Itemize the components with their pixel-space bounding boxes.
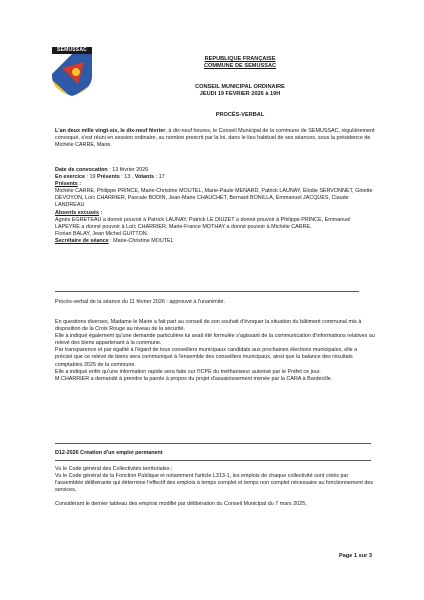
intro-text: , à dix-neuf heures, le Conseil Municipal de la commune de SEMUSSAC, régulièrement convoqué, s'est réuni en session ordinaire, au nombre prescrit par la loi, dans le lieu habituel de ses séances, sous la présidence de Michèle CARRE, Maire. — [55, 128, 375, 149]
divider — [55, 460, 371, 461]
intro-paragraph — [55, 128, 375, 149]
presents-count-value: : 13 , — [119, 174, 135, 181]
question-paragraph: En questions diverses, Madame le Maire a fait part au conseil de son souhait d'évoquer la situation du bâtiment communal mis à disposition de la Croix Rouge au niveau de la sécurité. — [55, 319, 362, 333]
convocation-value: : 13 février 2026 — [107, 167, 149, 173]
question-paragraph: Elle a indiqué également qu'une demande particulière lui avait été formulée s'agissant de la communication d'informations relatives au relevé des biens appartenant à la commune. — [55, 333, 375, 347]
header-conseil: CONSEIL MUNICIPAL ORDINAIRE — [195, 84, 285, 90]
divider — [55, 443, 371, 444]
commune-logo — [52, 47, 92, 96]
questions-diverses — [55, 319, 375, 383]
presents-list: Michèle CARRE, Philippe PRINCE, Marie-Christine MOUTEL, Marie-Paule MENARD, Patrick LAUNAY, Elodie SERVONNET, Ginette DEVOYON, Loïc CHARRIER, Pascale BODIN, Jean-Marie CHAUCHET, Bernard BONILLA, Emmanuel JACQUES, Claude LANDREAU — [55, 188, 373, 209]
votants-label: Votants — [134, 174, 155, 181]
question-paragraph: Par transparence et par égalité à l'égard de tous conseillers municipaux candidats aux prochaines élections municipales, elle a précisé que ce relevé de biens sera communiqué à l'ensemble des conseillers municipaux, ainsi que la balance des résultats comptables 2025 de la commune. — [55, 347, 358, 368]
question-paragraph: Elle a indiqué enfin qu'une information rapide sera faite sur l'ICPE du méthaniseur autorisé par le Préfet ce jour. — [55, 368, 321, 375]
logo-banner — [52, 47, 92, 54]
page-number: Page 1 sur 3 — [339, 553, 372, 559]
pv-approval: Procès-verbal de la séance du 11 février 2026 : approuvé à l'unanimité. — [55, 299, 225, 305]
divider — [55, 291, 359, 292]
excuses-list: Agnès EGRETEAU a donné pouvoir à Patrick LAUNAY, Patrick LE DIUZET a donné pouvoir à Philippe PRINCE, Emmanuel LAPEYRE a donné pouvoir à Loïc CHARRIER, Marie-France MOTHAY a donné pouvoir à Michèle CARRE, — [55, 216, 351, 230]
exercice-value: : 19 — [84, 174, 96, 181]
logo-text: SEMUSSAC — [57, 47, 87, 53]
deliberation-title: D12-2026 Création d'un emploi permanent — [55, 450, 163, 456]
header-commune: COMMUNE DE SEMUSSAC — [203, 63, 277, 69]
presents-label: Présents — [55, 181, 78, 188]
secretaire-label: Secrétaire de séance — [55, 237, 109, 244]
page-title: PROCÈS-VERBAL — [215, 112, 265, 118]
presents-colon: : — [77, 181, 82, 188]
deliberation-body — [55, 466, 375, 508]
considerant: Considérant le dernier tableau des emplois modifié par délibération du Conseil Municipal du 7 mars 2025, — [55, 501, 307, 508]
secretaire-value: : Marie-Christine MOUTEL — [108, 237, 174, 244]
header-republique: REPUBLIQUE FRANÇAISE — [204, 56, 276, 62]
excuses-colon: : — [99, 209, 103, 216]
votants-value: : 17 — [154, 174, 165, 181]
semussac-coat-of-arms-icon — [52, 54, 92, 96]
convocation-label: Date de convocation — [55, 167, 108, 173]
vu-code-collectivites: Vu le Code général des Collectivités territoriales ; — [55, 466, 173, 472]
presents-count-label: Présents — [96, 174, 120, 181]
vu-code-fonction-publique: Vu le Code général de la Fonction Publique et notamment l'article L313-1, les emplois de chaque collectivité sont créés par l'assemblée délibérante qui détermine l'effectif des emplois à temps complet et temps non complet nécessaire au fonctionnement des services, — [55, 473, 374, 494]
intro-lead: L'an deux mille vingt-six, le dix-neuf février — [55, 128, 166, 134]
question-paragraph: M.CHARRIER a demandé à prendre la parole à propos du projet d'assainissement menée par la CARA à Bardecille. — [55, 375, 333, 382]
excuses-extra: Florian BALAY, Jean Michel GUITTON. — [55, 230, 149, 237]
meeting-info — [55, 167, 375, 245]
header-date: JEUDI 19 FEVRIER 2026 à 19H — [199, 91, 281, 97]
exercice-label: En exercice — [55, 174, 85, 181]
excuses-label: Absents excusés — [55, 209, 100, 216]
